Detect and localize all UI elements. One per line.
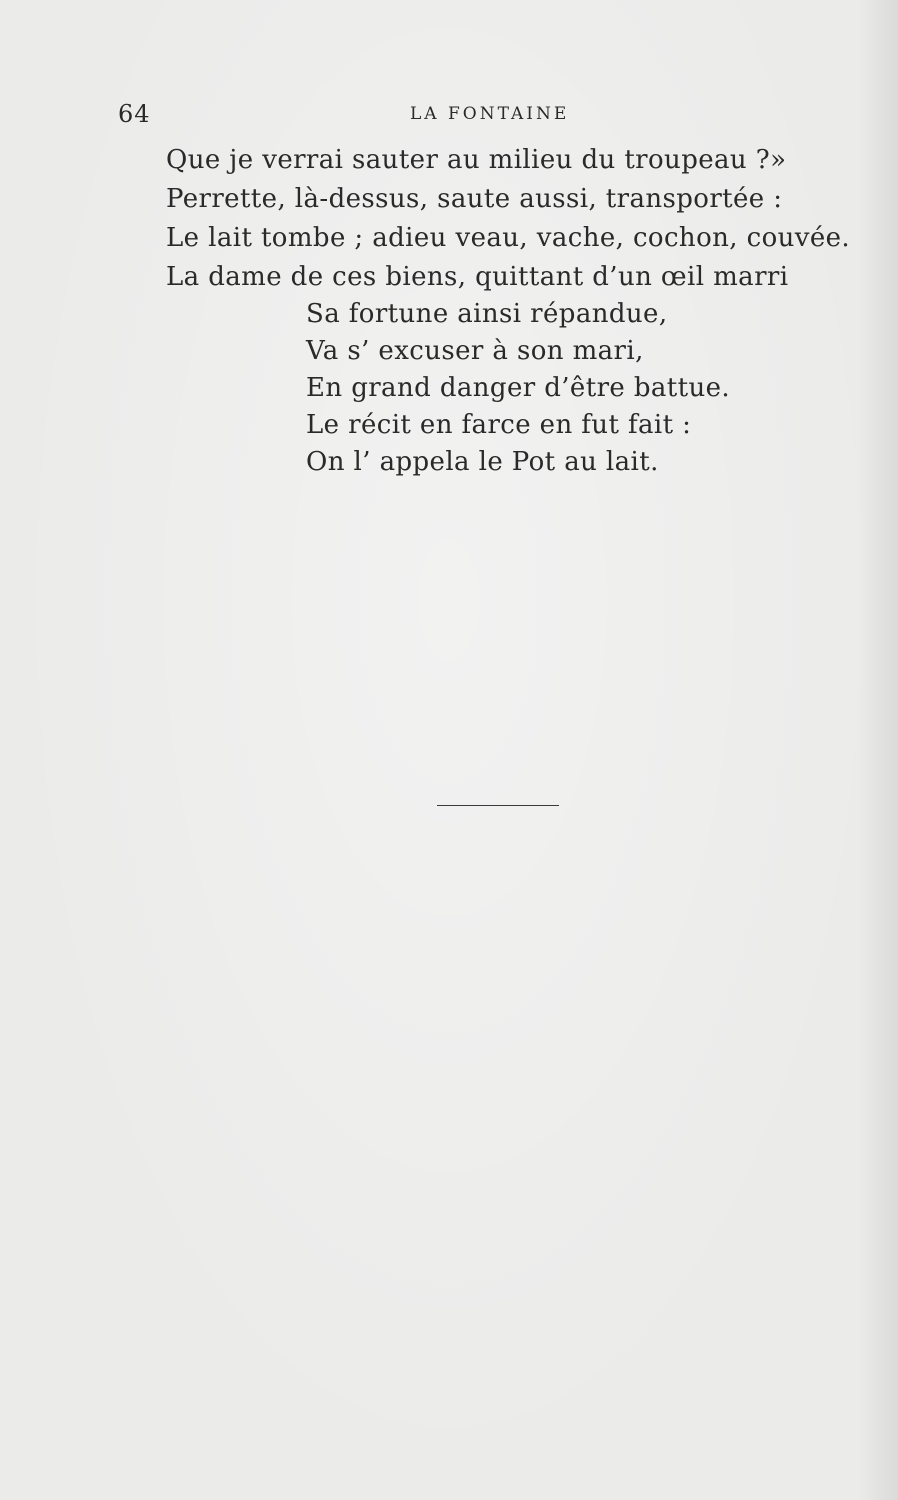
verse-line: Que je verrai sauter au milieu du troupeau ?»	[166, 145, 787, 175]
verse-line: La dame de ces biens, quittant d’un œil marri	[166, 262, 789, 292]
page-edge-shadow	[858, 0, 898, 1500]
page-number: 64	[118, 100, 151, 128]
verse-line: Va s’ excuser à son mari,	[306, 336, 644, 366]
running-head: LA FONTAINE	[410, 104, 570, 124]
verse-line: Perrette, là-dessus, saute aussi, transportée :	[166, 184, 783, 214]
verse-line: En grand danger d’être battue.	[306, 373, 731, 403]
end-of-chapter-rule	[437, 805, 559, 806]
verse-line: Le récit en farce en fut fait :	[306, 410, 692, 440]
verse-line: On l’ appela le Pot au lait.	[306, 447, 659, 477]
verse-line: Le lait tombe ; adieu veau, vache, cochon, couvée.	[166, 223, 851, 253]
verse-line: Sa fortune ainsi répandue,	[306, 299, 668, 329]
